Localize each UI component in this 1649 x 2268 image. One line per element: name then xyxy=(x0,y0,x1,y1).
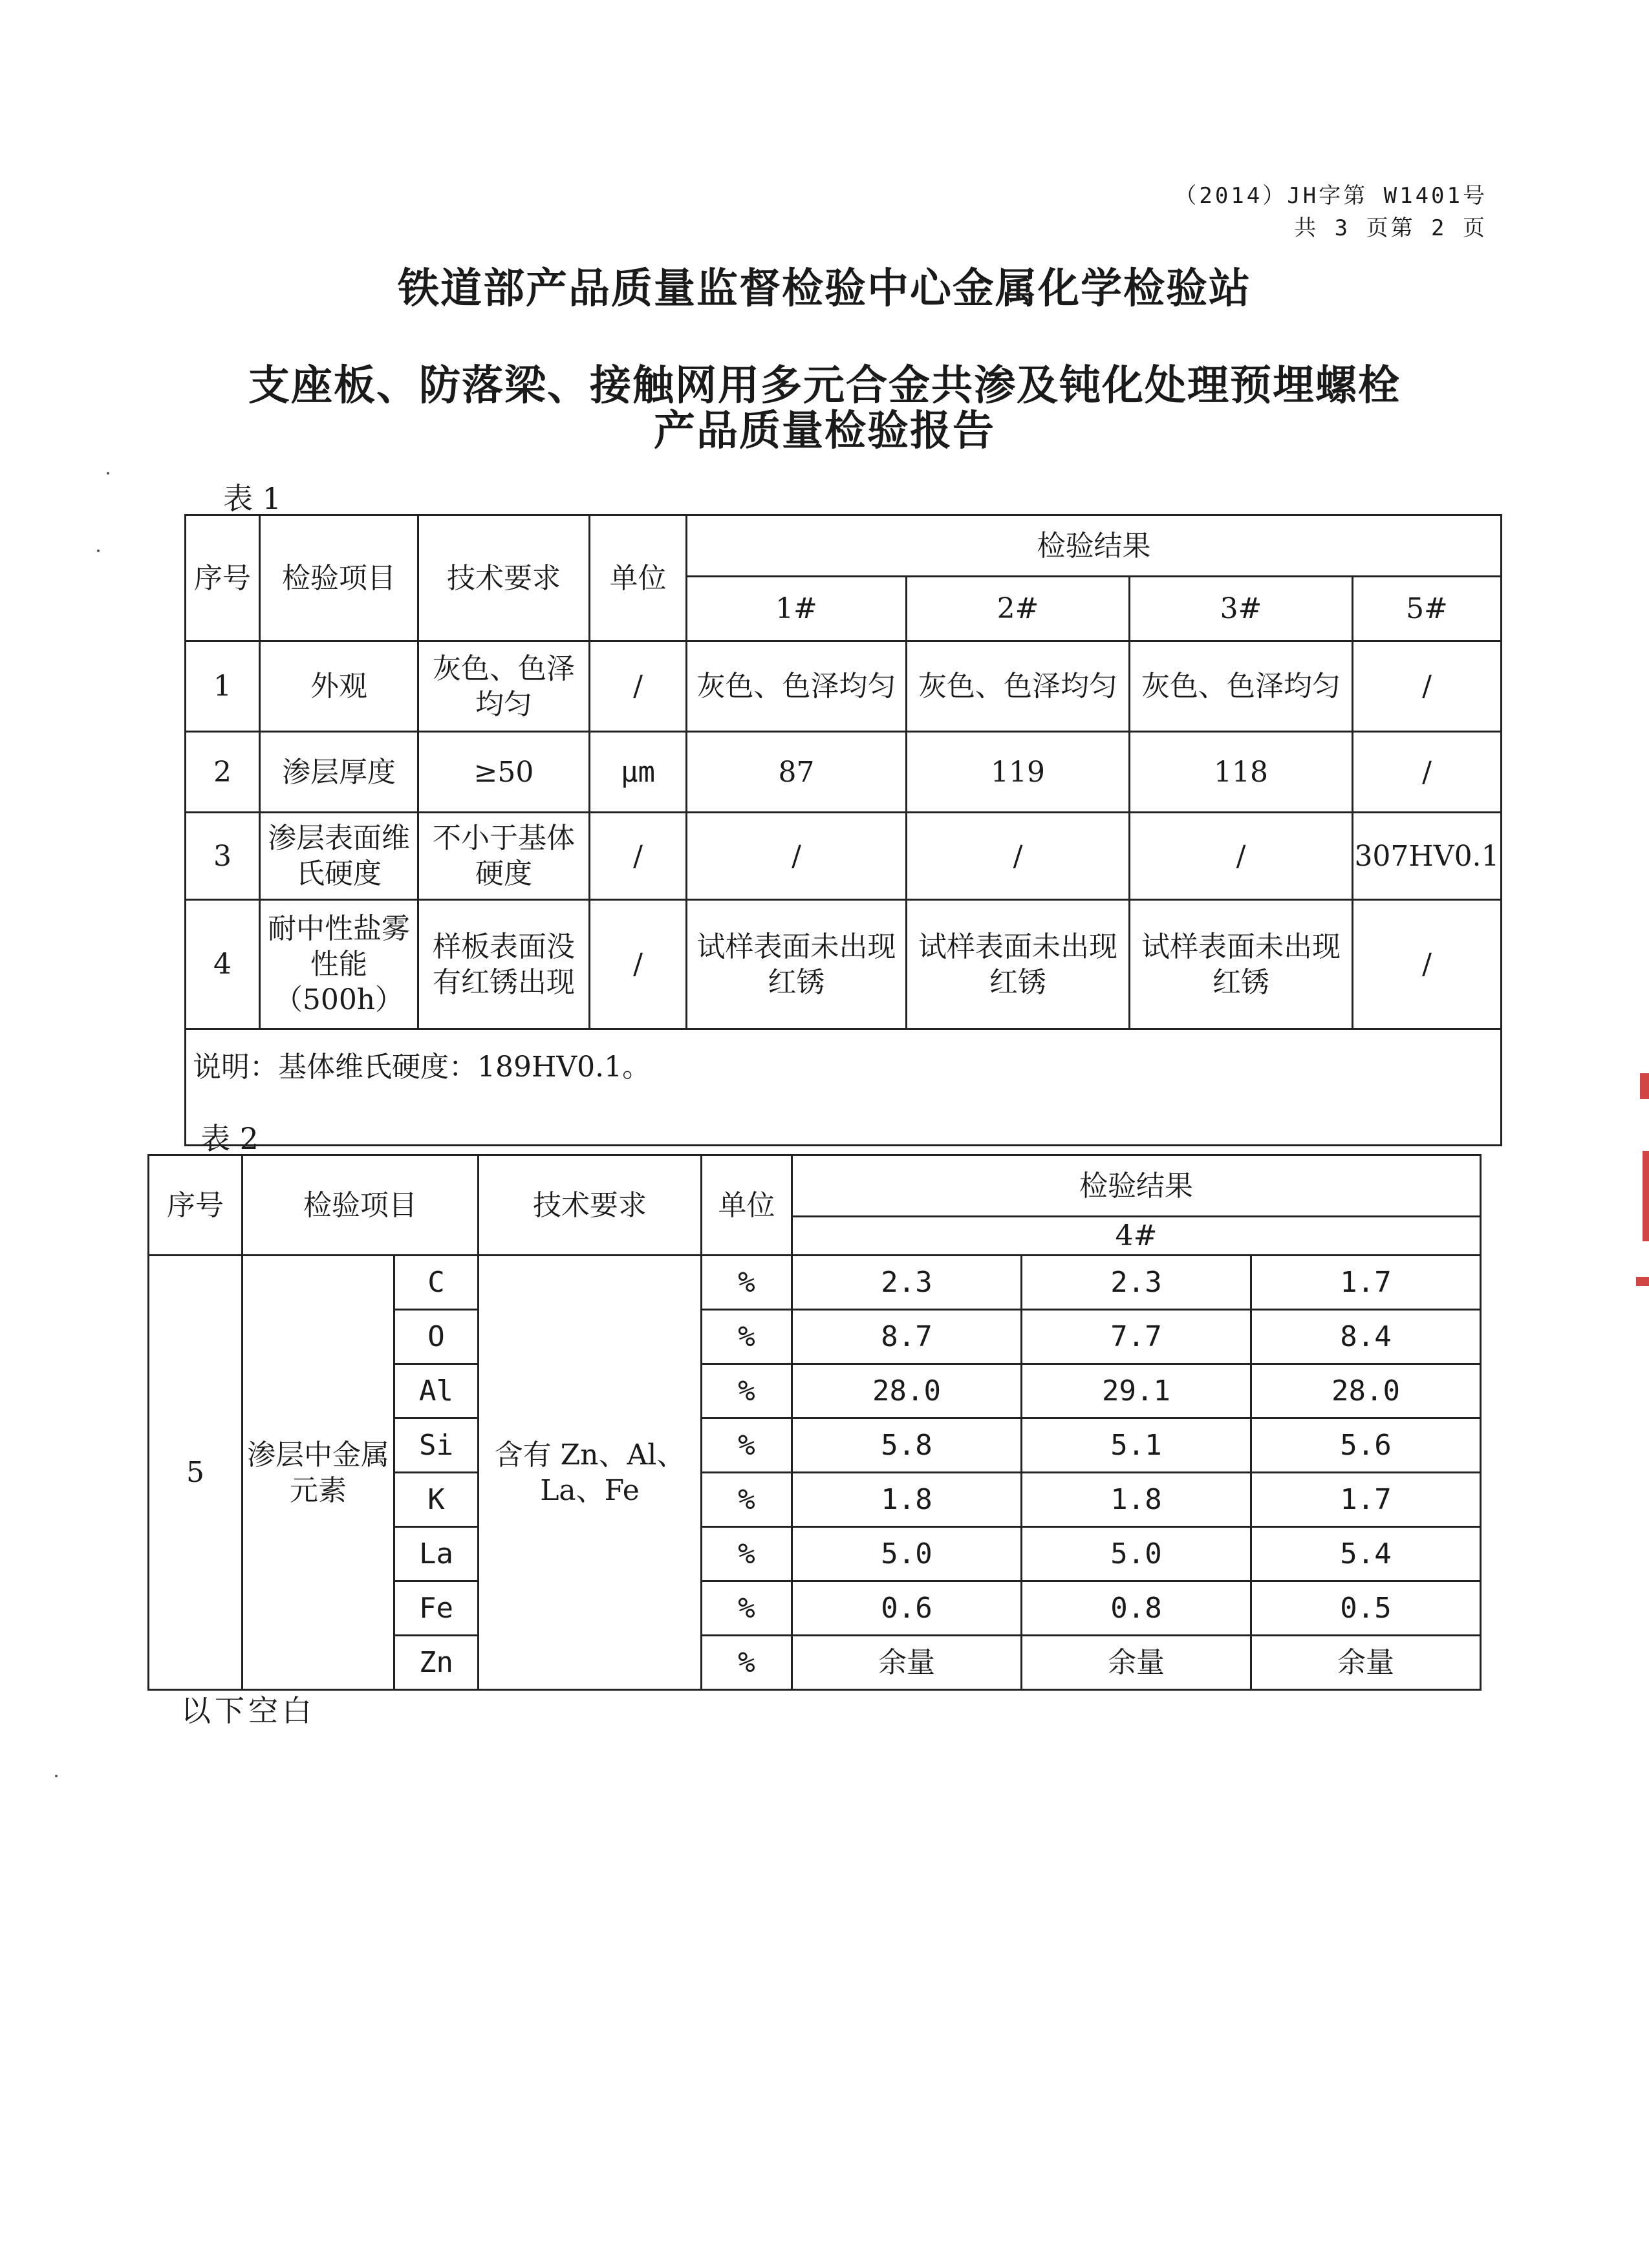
red-edge-mark xyxy=(1640,1073,1649,1099)
row-req: 样板表面没有红锈出现 xyxy=(418,900,590,1029)
blank-below-note: 以下空白 xyxy=(181,1693,316,1728)
table2-caption: 表 2 xyxy=(200,1121,259,1156)
scan-speck xyxy=(107,472,109,475)
row-result-5: / xyxy=(1353,900,1502,1029)
value-cell-1: 28.0 xyxy=(792,1364,1022,1418)
row-result-1: 试样表面未出现红锈 xyxy=(687,900,907,1029)
value-cell-2: 0.8 xyxy=(1022,1581,1251,1636)
row-req: ≥50 xyxy=(418,732,590,813)
row-item: 耐中性盐雾性能（500h） xyxy=(260,900,418,1029)
table1-header-seq: 序号 xyxy=(186,515,260,641)
element-label: Fe xyxy=(394,1581,479,1636)
table1-header-req: 技术要求 xyxy=(418,515,590,641)
row-unit: / xyxy=(590,900,687,1029)
unit-cell: % xyxy=(702,1581,792,1636)
table1 xyxy=(184,514,1502,1146)
row-item: 渗层表面维氏硬度 xyxy=(260,813,418,900)
unit-cell: % xyxy=(702,1527,792,1581)
value-cell-3: 5.4 xyxy=(1251,1527,1481,1581)
table1-note: 说明：基体维氏硬度：189HV0.1。 xyxy=(186,1029,1502,1146)
element-label: C xyxy=(394,1256,479,1310)
table-row xyxy=(149,1256,1481,1310)
element-label: La xyxy=(394,1527,479,1581)
unit-cell: % xyxy=(702,1473,792,1527)
value-cell-1: 1.8 xyxy=(792,1473,1022,1527)
table2-header-unit: 单位 xyxy=(702,1155,792,1256)
value-cell-3: 1.7 xyxy=(1251,1256,1481,1310)
row-seq: 3 xyxy=(186,813,260,900)
row-item: 渗层厚度 xyxy=(260,732,418,813)
table-row xyxy=(186,641,1502,732)
row-result-3: / xyxy=(1130,813,1353,900)
value-cell-1: 5.0 xyxy=(792,1527,1022,1581)
value-cell-2: 29.1 xyxy=(1022,1364,1251,1418)
table2-req: 含有 Zn、Al、La、Fe xyxy=(479,1256,702,1690)
element-label: K xyxy=(394,1473,479,1527)
table-row xyxy=(186,900,1502,1029)
row-result-1: / xyxy=(687,813,907,900)
table1-sample-2: 2# xyxy=(907,577,1130,641)
row-result-3: 灰色、色泽均匀 xyxy=(1130,641,1353,732)
value-cell-3: 0.5 xyxy=(1251,1581,1481,1636)
table-row xyxy=(186,813,1502,900)
table1-header-unit: 单位 xyxy=(590,515,687,641)
row-result-2: 灰色、色泽均匀 xyxy=(907,641,1130,732)
value-cell-3: 余量 xyxy=(1251,1636,1481,1690)
value-cell-2: 7.7 xyxy=(1022,1310,1251,1364)
table1-sample-1: 1# xyxy=(687,577,907,641)
value-cell-1: 5.8 xyxy=(792,1418,1022,1473)
value-cell-2: 5.0 xyxy=(1022,1527,1251,1581)
table1-sample-3: 3# xyxy=(1130,577,1353,641)
row-unit: / xyxy=(590,641,687,732)
table2 xyxy=(147,1154,1482,1691)
row-req: 灰色、色泽均匀 xyxy=(418,641,590,732)
table2-sample-4: 4# xyxy=(792,1217,1481,1256)
value-cell-1: 0.6 xyxy=(792,1581,1022,1636)
row-result-2: 试样表面未出现红锈 xyxy=(907,900,1130,1029)
value-cell-3: 5.6 xyxy=(1251,1418,1481,1473)
row-result-1: 87 xyxy=(687,732,907,813)
row-seq: 4 xyxy=(186,900,260,1029)
row-result-5: / xyxy=(1353,732,1502,813)
element-label: O xyxy=(394,1310,479,1364)
table2-header-item: 检验项目 xyxy=(242,1155,479,1256)
value-cell-3: 28.0 xyxy=(1251,1364,1481,1418)
table-row xyxy=(186,732,1502,813)
value-cell-2: 余量 xyxy=(1022,1636,1251,1690)
row-seq: 1 xyxy=(186,641,260,732)
red-edge-mark xyxy=(1643,1151,1649,1241)
table1-caption: 表 1 xyxy=(223,481,281,516)
red-edge-mark xyxy=(1636,1277,1649,1286)
row-unit: μm xyxy=(590,732,687,813)
report-number: （2014）JH字第 W1401号 xyxy=(1174,183,1487,209)
value-cell-1: 8.7 xyxy=(792,1310,1022,1364)
element-label: Zn xyxy=(394,1636,479,1690)
table2-header-results: 检验结果 xyxy=(792,1155,1481,1217)
value-cell-3: 8.4 xyxy=(1251,1310,1481,1364)
unit-cell: % xyxy=(702,1636,792,1690)
report-title-line-3: 产品质量检验报告 xyxy=(654,407,995,455)
table1-header-item: 检验项目 xyxy=(260,515,418,641)
table2-item: 渗层中金属元素 xyxy=(242,1256,394,1690)
row-result-2: / xyxy=(907,813,1130,900)
value-cell-1: 2.3 xyxy=(792,1256,1022,1310)
table2-header-req: 技术要求 xyxy=(479,1155,702,1256)
row-unit: / xyxy=(590,813,687,900)
unit-cell: % xyxy=(702,1256,792,1310)
table1-sample-5: 5# xyxy=(1353,577,1502,641)
value-cell-2: 5.1 xyxy=(1022,1418,1251,1473)
value-cell-2: 2.3 xyxy=(1022,1256,1251,1310)
row-item: 外观 xyxy=(260,641,418,732)
unit-cell: % xyxy=(702,1364,792,1418)
scan-speck xyxy=(97,550,100,552)
report-title-line-2: 支座板、防落梁、接触网用多元合金共渗及钝化处理预埋螺栓 xyxy=(248,362,1401,410)
row-result-5: 307HV0.1 xyxy=(1353,813,1502,900)
table2-seq: 5 xyxy=(149,1256,242,1690)
row-result-3: 试样表面未出现红锈 xyxy=(1130,900,1353,1029)
row-result-3: 118 xyxy=(1130,732,1353,813)
report-title-line-1: 铁道部产品质量监督检验中心金属化学检验站 xyxy=(398,265,1251,313)
scan-speck xyxy=(55,1775,58,1777)
row-req: 不小于基体硬度 xyxy=(418,813,590,900)
element-label: Al xyxy=(394,1364,479,1418)
row-result-5: / xyxy=(1353,641,1502,732)
value-cell-1: 余量 xyxy=(792,1636,1022,1690)
unit-cell: % xyxy=(702,1310,792,1364)
row-seq: 2 xyxy=(186,732,260,813)
element-label: Si xyxy=(394,1418,479,1473)
table1-header-results: 检验结果 xyxy=(687,515,1502,577)
value-cell-2: 1.8 xyxy=(1022,1473,1251,1527)
row-result-2: 119 xyxy=(907,732,1130,813)
value-cell-3: 1.7 xyxy=(1251,1473,1481,1527)
page-info: 共 3 页第 2 页 xyxy=(1294,215,1487,241)
unit-cell: % xyxy=(702,1418,792,1473)
table2-header-seq: 序号 xyxy=(149,1155,242,1256)
row-result-1: 灰色、色泽均匀 xyxy=(687,641,907,732)
